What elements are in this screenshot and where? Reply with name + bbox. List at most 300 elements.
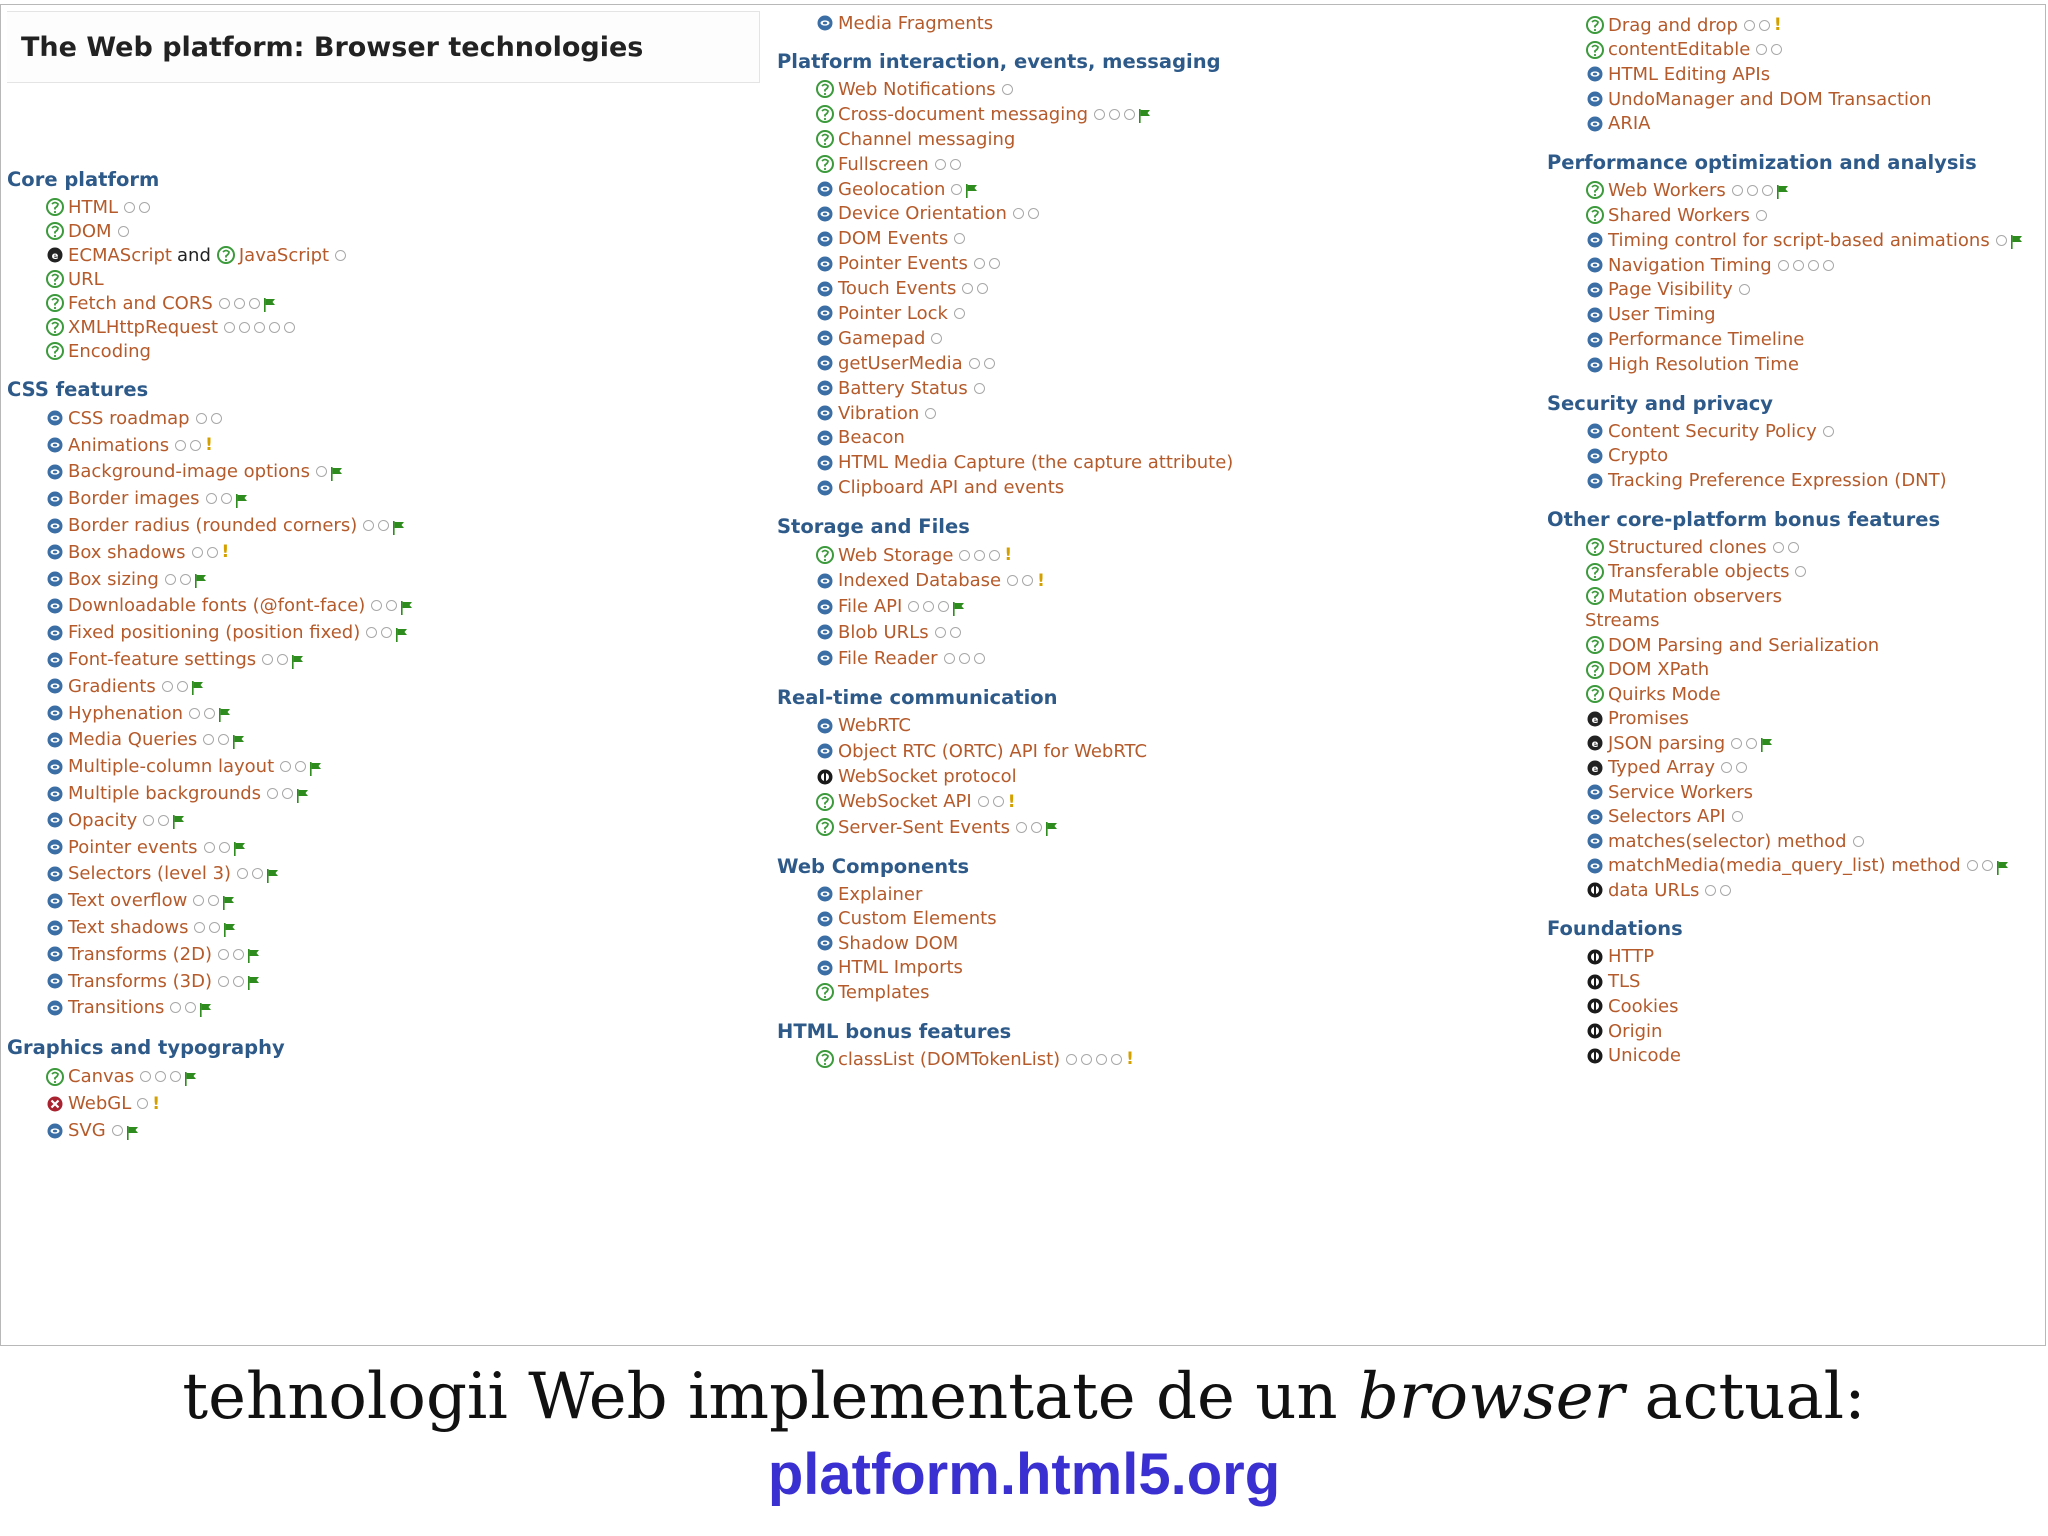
- status-badges: [206, 492, 248, 506]
- w3c-icon: [45, 596, 65, 616]
- spec-link[interactable]: [777, 907, 1537, 932]
- spec-link[interactable]: [777, 226, 1537, 251]
- w3c-icon: [815, 909, 835, 929]
- spec-link[interactable]: [7, 539, 767, 566]
- status-circle-icon: [1016, 822, 1027, 833]
- w3c-icon: [815, 179, 835, 199]
- status-circle-icon: [224, 322, 235, 333]
- flag-icon: [234, 840, 246, 854]
- spec-link[interactable]: [7, 646, 767, 673]
- spec-label: Border radius (rounded corners): [68, 515, 358, 537]
- w3c-icon: [1585, 255, 1605, 275]
- status-circle-icon: [977, 283, 988, 294]
- spec-link[interactable]: [1547, 755, 2046, 780]
- whatwg-icon: [45, 293, 65, 313]
- status-circle-icon: [190, 440, 201, 451]
- status-badges: [944, 653, 985, 664]
- spec-link[interactable]: [777, 645, 1537, 671]
- spec-link[interactable]: [1547, 1044, 2046, 1069]
- status-circle-icon: [1007, 575, 1018, 586]
- status-circle-icon: [1705, 885, 1716, 896]
- spec-label: Page Visibility: [1608, 279, 1733, 301]
- spec-label: Shadow DOM: [838, 932, 959, 954]
- status-circle-icon: [1795, 566, 1806, 577]
- spec-link[interactable]: [777, 276, 1537, 301]
- status-circle-icon: [908, 601, 919, 612]
- section-title: HTML bonus features: [777, 1019, 1012, 1043]
- spec-link[interactable]: [1547, 584, 2046, 609]
- spec-label: Gamepad: [838, 327, 926, 349]
- w3c-icon: [815, 884, 835, 904]
- status-circle-icon: [218, 976, 229, 987]
- status-badges: [165, 572, 207, 586]
- status-badges: [1739, 284, 1750, 295]
- status-badges: [124, 202, 150, 213]
- spec-label: Downloadable fonts (@font-face): [68, 595, 366, 617]
- status-circle-icon: [950, 159, 961, 170]
- spec-link[interactable]: [7, 566, 767, 593]
- whatwg-icon: [815, 129, 835, 149]
- status-circle-icon: [143, 815, 154, 826]
- spec-link[interactable]: [777, 739, 1537, 764]
- spec-link[interactable]: [1547, 278, 2046, 303]
- spec-label: contentEditable: [1608, 39, 1751, 61]
- spec-link[interactable]: [1547, 535, 2046, 560]
- spec-link[interactable]: [7, 485, 767, 512]
- spec-link[interactable]: [1547, 780, 2046, 805]
- w3c-icon: [1585, 330, 1605, 350]
- spec-label: Indexed Database: [838, 570, 1002, 592]
- spec-link[interactable]: [7, 459, 767, 486]
- spec-link[interactable]: [1547, 13, 2046, 38]
- spec-label: Drag and drop: [1608, 14, 1738, 36]
- status-circle-icon: [984, 358, 995, 369]
- w3c-icon: [45, 810, 65, 830]
- status-circle-icon: [931, 333, 942, 344]
- status-badges: [1756, 44, 1782, 55]
- status-circle-icon: [233, 976, 244, 987]
- spec-link[interactable]: [7, 219, 767, 243]
- spec-link[interactable]: [7, 807, 767, 834]
- spec-link[interactable]: [777, 815, 1537, 840]
- status-circle-icon: [989, 258, 1000, 269]
- status-badges: [1967, 859, 2009, 873]
- status-circle-icon: [381, 627, 392, 638]
- w3c-icon: [815, 571, 835, 591]
- spec-label: Multiple backgrounds: [68, 783, 262, 805]
- whatwg-icon: [1585, 684, 1605, 704]
- spec-link[interactable]: [1547, 87, 2046, 112]
- spec-link[interactable]: [7, 995, 767, 1022]
- spec-label: HTML Imports: [838, 957, 963, 979]
- status-circle-icon: [1808, 260, 1819, 271]
- status-circle-icon: [1028, 208, 1039, 219]
- spec-link[interactable]: [777, 882, 1537, 907]
- spec-label: DOM Events: [838, 228, 949, 250]
- spec-link[interactable]: [7, 780, 767, 807]
- spec-link[interactable]: [7, 887, 767, 914]
- spec-label: File Reader: [838, 647, 938, 669]
- spec-label: Origin: [1608, 1020, 1663, 1042]
- status-badges: [267, 787, 309, 801]
- w3c-icon: [45, 757, 65, 777]
- whatwg-icon: [1585, 537, 1605, 557]
- whatwg-icon: [1585, 180, 1605, 200]
- status-circle-icon: [1081, 1054, 1092, 1065]
- spec-link[interactable]: [7, 834, 767, 861]
- ietf-icon: [1585, 880, 1605, 900]
- spec-link[interactable]: [777, 77, 1537, 102]
- spec-label: Touch Events: [838, 278, 957, 300]
- status-badges: [908, 600, 965, 614]
- spec-label: Blob URLs: [838, 621, 929, 643]
- status-badges: [137, 1093, 160, 1114]
- status-circle-icon: [295, 761, 306, 772]
- flag-icon: [264, 296, 276, 310]
- spec-link[interactable]: [1547, 731, 2046, 756]
- status-circle-icon: [211, 413, 222, 424]
- spec-link[interactable]: [7, 291, 767, 315]
- spec-link[interactable]: [1547, 38, 2046, 63]
- spec-link[interactable]: [1547, 829, 2046, 854]
- status-circle-icon: [204, 842, 215, 853]
- w3c-icon: [45, 408, 65, 428]
- spec-label: Promises: [1608, 708, 1689, 730]
- w3c-icon: [45, 730, 65, 750]
- spec-link[interactable]: [777, 713, 1537, 738]
- ecma-icon: [45, 245, 65, 265]
- spec-link[interactable]: [1547, 444, 2046, 469]
- whatwg-icon: [1585, 635, 1605, 655]
- whatwg-icon: [1585, 15, 1605, 35]
- section: [1547, 914, 2046, 1068]
- status-circle-icon: [118, 226, 129, 237]
- spec-link[interactable]: [1547, 228, 2046, 253]
- w3c-icon: [1585, 421, 1605, 441]
- status-circle-icon: [1773, 542, 1784, 553]
- spec-label: DOM Parsing and Serialization: [1608, 634, 1880, 656]
- status-circle-icon: [1002, 84, 1013, 95]
- spec-link[interactable]: [7, 914, 767, 941]
- spec-link[interactable]: [1547, 994, 2046, 1019]
- w3c-icon: [45, 462, 65, 482]
- status-circle-icon: [935, 159, 946, 170]
- spec-label: Font-feature settings: [68, 649, 257, 671]
- whatwg-icon: [815, 79, 835, 99]
- status-circle-icon: [974, 383, 985, 394]
- spec-link[interactable]: [7, 861, 767, 888]
- status-circle-icon: [124, 202, 135, 213]
- spec-link[interactable]: [777, 450, 1537, 475]
- spec-link[interactable]: [1547, 253, 2046, 278]
- spec-link[interactable]: [7, 1063, 767, 1090]
- spec-link[interactable]: [777, 152, 1537, 177]
- status-circle-icon: [925, 408, 936, 419]
- spec-link[interactable]: [777, 201, 1537, 226]
- flag-icon: [195, 572, 207, 586]
- status-circle-icon: [978, 796, 989, 807]
- status-circle-icon: [1013, 208, 1024, 219]
- spec-link[interactable]: [1547, 878, 2046, 903]
- spec-link[interactable]: [1547, 203, 2046, 228]
- status-circle-icon: [269, 322, 280, 333]
- status-circle-icon: [280, 761, 291, 772]
- spec-link[interactable]: [1547, 468, 2046, 493]
- spec-link[interactable]: [7, 243, 767, 267]
- spec-link[interactable]: [777, 1047, 1537, 1072]
- status-badges: [363, 519, 405, 533]
- warning-icon: !: [1004, 545, 1013, 566]
- w3c-icon: [1585, 446, 1605, 466]
- spec-link[interactable]: [7, 267, 767, 291]
- spec-link[interactable]: [1547, 178, 2046, 203]
- w3c-icon: [815, 741, 835, 761]
- status-circle-icon: [221, 493, 232, 504]
- w3c-icon: [815, 353, 835, 373]
- caption-text-after: actual:: [1624, 1360, 1866, 1434]
- warning-icon: !: [205, 435, 213, 456]
- status-circle-icon: [378, 520, 389, 531]
- status-badges: [262, 653, 304, 667]
- status-badges: [1756, 210, 1767, 221]
- spec-link[interactable]: [7, 727, 767, 754]
- spec-link[interactable]: [1547, 944, 2046, 969]
- spec-link[interactable]: [1547, 969, 2046, 994]
- status-badges: [189, 706, 231, 720]
- spec-link[interactable]: [7, 1090, 767, 1117]
- spec-link[interactable]: [777, 326, 1537, 351]
- spec-link[interactable]: [777, 177, 1537, 202]
- status-badges: [1007, 570, 1045, 591]
- spec-label: Shared Workers: [1608, 204, 1750, 226]
- spec-link[interactable]: [777, 980, 1537, 1005]
- status-circle-icon: [155, 1071, 166, 1082]
- status-badges: [935, 627, 961, 638]
- status-circle-icon: [974, 653, 985, 664]
- status-circle-icon: [1109, 109, 1120, 120]
- spec-label: WebSocket protocol: [838, 766, 1017, 788]
- spec-link[interactable]: [7, 753, 767, 780]
- spec-link[interactable]: [7, 432, 767, 459]
- status-circle-icon: [316, 466, 327, 477]
- flag-icon: [331, 465, 343, 479]
- warning-icon: !: [1037, 570, 1045, 591]
- spec-link[interactable]: [777, 251, 1537, 276]
- spec-label: Box shadows: [68, 541, 186, 563]
- spec-link[interactable]: [777, 594, 1537, 620]
- site-url-link[interactable]: platform.html5.org: [767, 1442, 1281, 1507]
- spec-link[interactable]: [7, 941, 767, 968]
- w3c-icon: [1585, 831, 1605, 851]
- spec-link[interactable]: [777, 102, 1537, 127]
- spec-link[interactable]: [777, 931, 1537, 956]
- whatwg-icon: [45, 317, 65, 337]
- spec-link[interactable]: [1547, 853, 2046, 878]
- flag-icon: [224, 921, 236, 935]
- spec-link[interactable]: [1547, 804, 2046, 829]
- caption-italic-word: browser: [1357, 1360, 1625, 1434]
- status-circle-icon: [1967, 860, 1978, 871]
- flag-icon: [173, 813, 185, 827]
- spec-label: Beacon: [838, 427, 905, 449]
- w3c-icon: [815, 648, 835, 668]
- spec-label: Transforms (3D): [68, 970, 212, 992]
- spec-link[interactable]: [1547, 682, 2046, 707]
- status-circle-icon: [282, 788, 293, 799]
- spec-link[interactable]: [1547, 419, 2046, 444]
- status-circle-icon: [1982, 860, 1993, 871]
- spec-link[interactable]: [1547, 62, 2046, 87]
- page-title-box: [7, 11, 760, 83]
- spec-link[interactable]: [1547, 657, 2046, 682]
- spec-label: matches(selector) method: [1608, 830, 1847, 852]
- spec-label: Animations: [68, 434, 170, 456]
- spec-link[interactable]: [777, 401, 1537, 426]
- spec-link[interactable]: [1547, 706, 2046, 731]
- w3c-icon: [1585, 355, 1605, 375]
- spec-link[interactable]: [777, 956, 1537, 981]
- status-badges: [1731, 736, 1773, 750]
- spec-link[interactable]: [777, 425, 1537, 450]
- status-circle-icon: [218, 949, 229, 960]
- spec-label: Navigation Timing: [1608, 254, 1772, 276]
- spec-link[interactable]: [1547, 559, 2046, 584]
- spec-link[interactable]: [7, 619, 767, 646]
- w3c-icon: [1585, 856, 1605, 876]
- spec-link[interactable]: [777, 127, 1537, 152]
- spec-label: ECMAScript: [68, 244, 172, 266]
- spec-link[interactable]: [777, 11, 1537, 35]
- spec-link[interactable]: [7, 968, 767, 995]
- spec-link[interactable]: [7, 315, 767, 339]
- spec-link[interactable]: [7, 673, 767, 700]
- spec-link[interactable]: [777, 475, 1537, 500]
- spec-label: Media Queries: [68, 729, 198, 751]
- whatwg-icon: [815, 817, 835, 837]
- status-circle-icon: [1066, 1054, 1077, 1065]
- spec-link[interactable]: [777, 789, 1537, 814]
- section-title: Platform interaction, events, messaging: [777, 50, 1221, 73]
- spec-label: XMLHttpRequest: [68, 316, 219, 338]
- flag-icon: [185, 1070, 197, 1084]
- flag-icon: [1777, 183, 1789, 197]
- status-circle-icon: [335, 250, 346, 261]
- spec-label: JavaScript: [238, 244, 330, 266]
- spec-label: Text overflow: [68, 890, 188, 912]
- status-circle-icon: [192, 547, 203, 558]
- status-badges: [140, 1070, 197, 1084]
- section: [777, 512, 1537, 671]
- section: [1547, 13, 2046, 136]
- status-circle-icon: [1031, 822, 1042, 833]
- status-badges: [1002, 84, 1013, 95]
- spec-label: HTTP: [1608, 946, 1655, 968]
- spec-label: DOM: [68, 220, 112, 242]
- w3c-icon: [45, 864, 65, 884]
- spec-label: Pointer Lock: [838, 302, 948, 324]
- spec-label: Gradients: [68, 675, 156, 697]
- spec-link[interactable]: [777, 351, 1537, 376]
- spec-link[interactable]: [777, 376, 1537, 401]
- spec-label: CSS roadmap: [68, 407, 190, 429]
- status-badges: [194, 921, 236, 935]
- status-circle-icon: [366, 627, 377, 638]
- status-badges: [143, 813, 185, 827]
- spec-link[interactable]: [1547, 302, 2046, 327]
- spec-link[interactable]: [777, 568, 1537, 594]
- status-badges: [118, 226, 129, 237]
- w3c-icon: [1585, 280, 1605, 300]
- khronos-icon: [45, 1094, 65, 1114]
- status-circle-icon: [140, 1071, 151, 1082]
- spec-link[interactable]: [7, 339, 767, 363]
- section: [777, 47, 1537, 500]
- spec-link[interactable]: [7, 593, 767, 620]
- spec-link[interactable]: [1547, 633, 2046, 658]
- w3c-icon: [815, 597, 835, 617]
- spec-link[interactable]: [1547, 1019, 2046, 1044]
- spec-label: Background-image options: [68, 461, 310, 483]
- status-circle-icon: [233, 949, 244, 960]
- flag-icon: [248, 974, 260, 988]
- whatwg-icon: [815, 1049, 835, 1069]
- status-circle-icon: [203, 734, 214, 745]
- flag-icon: [219, 706, 231, 720]
- status-badges: [175, 435, 213, 456]
- status-badges: [1996, 233, 2023, 247]
- spec-label: Transforms (2D): [68, 943, 212, 965]
- spec-link[interactable]: [7, 512, 767, 539]
- w3c-icon: [45, 489, 65, 509]
- w3c-icon: [815, 478, 835, 498]
- spec-link[interactable]: [7, 195, 767, 219]
- ecma-icon: [1585, 709, 1605, 729]
- status-circle-icon: [249, 298, 260, 309]
- spec-link[interactable]: [1547, 608, 2046, 633]
- status-badges: [366, 626, 408, 640]
- w3c-icon: [815, 204, 835, 224]
- spec-link[interactable]: [7, 1117, 767, 1144]
- spec-link[interactable]: [777, 301, 1537, 326]
- status-circle-icon: [239, 322, 250, 333]
- flag-icon: [297, 787, 309, 801]
- spec-link[interactable]: [1547, 111, 2046, 136]
- section: [777, 683, 1537, 840]
- spec-link[interactable]: [7, 405, 767, 432]
- flag-icon: [248, 947, 260, 961]
- status-badges: [237, 867, 279, 881]
- flag-icon: [396, 626, 408, 640]
- flag-icon: [1761, 736, 1773, 750]
- spec-label: Unicode: [1608, 1045, 1681, 1067]
- spec-label: classList (DOMTokenList): [838, 1048, 1061, 1070]
- section: [7, 165, 767, 363]
- spec-label: SVG: [68, 1120, 106, 1142]
- w3c-icon: [45, 971, 65, 991]
- spec-link[interactable]: [1547, 327, 2046, 352]
- w3c-icon: [1585, 782, 1605, 802]
- spec-link[interactable]: [1547, 352, 2046, 377]
- spec-label: TLS: [1608, 971, 1641, 993]
- spec-link[interactable]: [777, 542, 1537, 568]
- status-badges: [224, 322, 295, 333]
- status-badges: [959, 545, 1013, 566]
- spec-link[interactable]: [7, 700, 767, 727]
- status-circle-icon: [1731, 738, 1742, 749]
- status-badges: [196, 413, 222, 424]
- spec-link[interactable]: [777, 764, 1537, 789]
- spec-link[interactable]: [777, 620, 1537, 646]
